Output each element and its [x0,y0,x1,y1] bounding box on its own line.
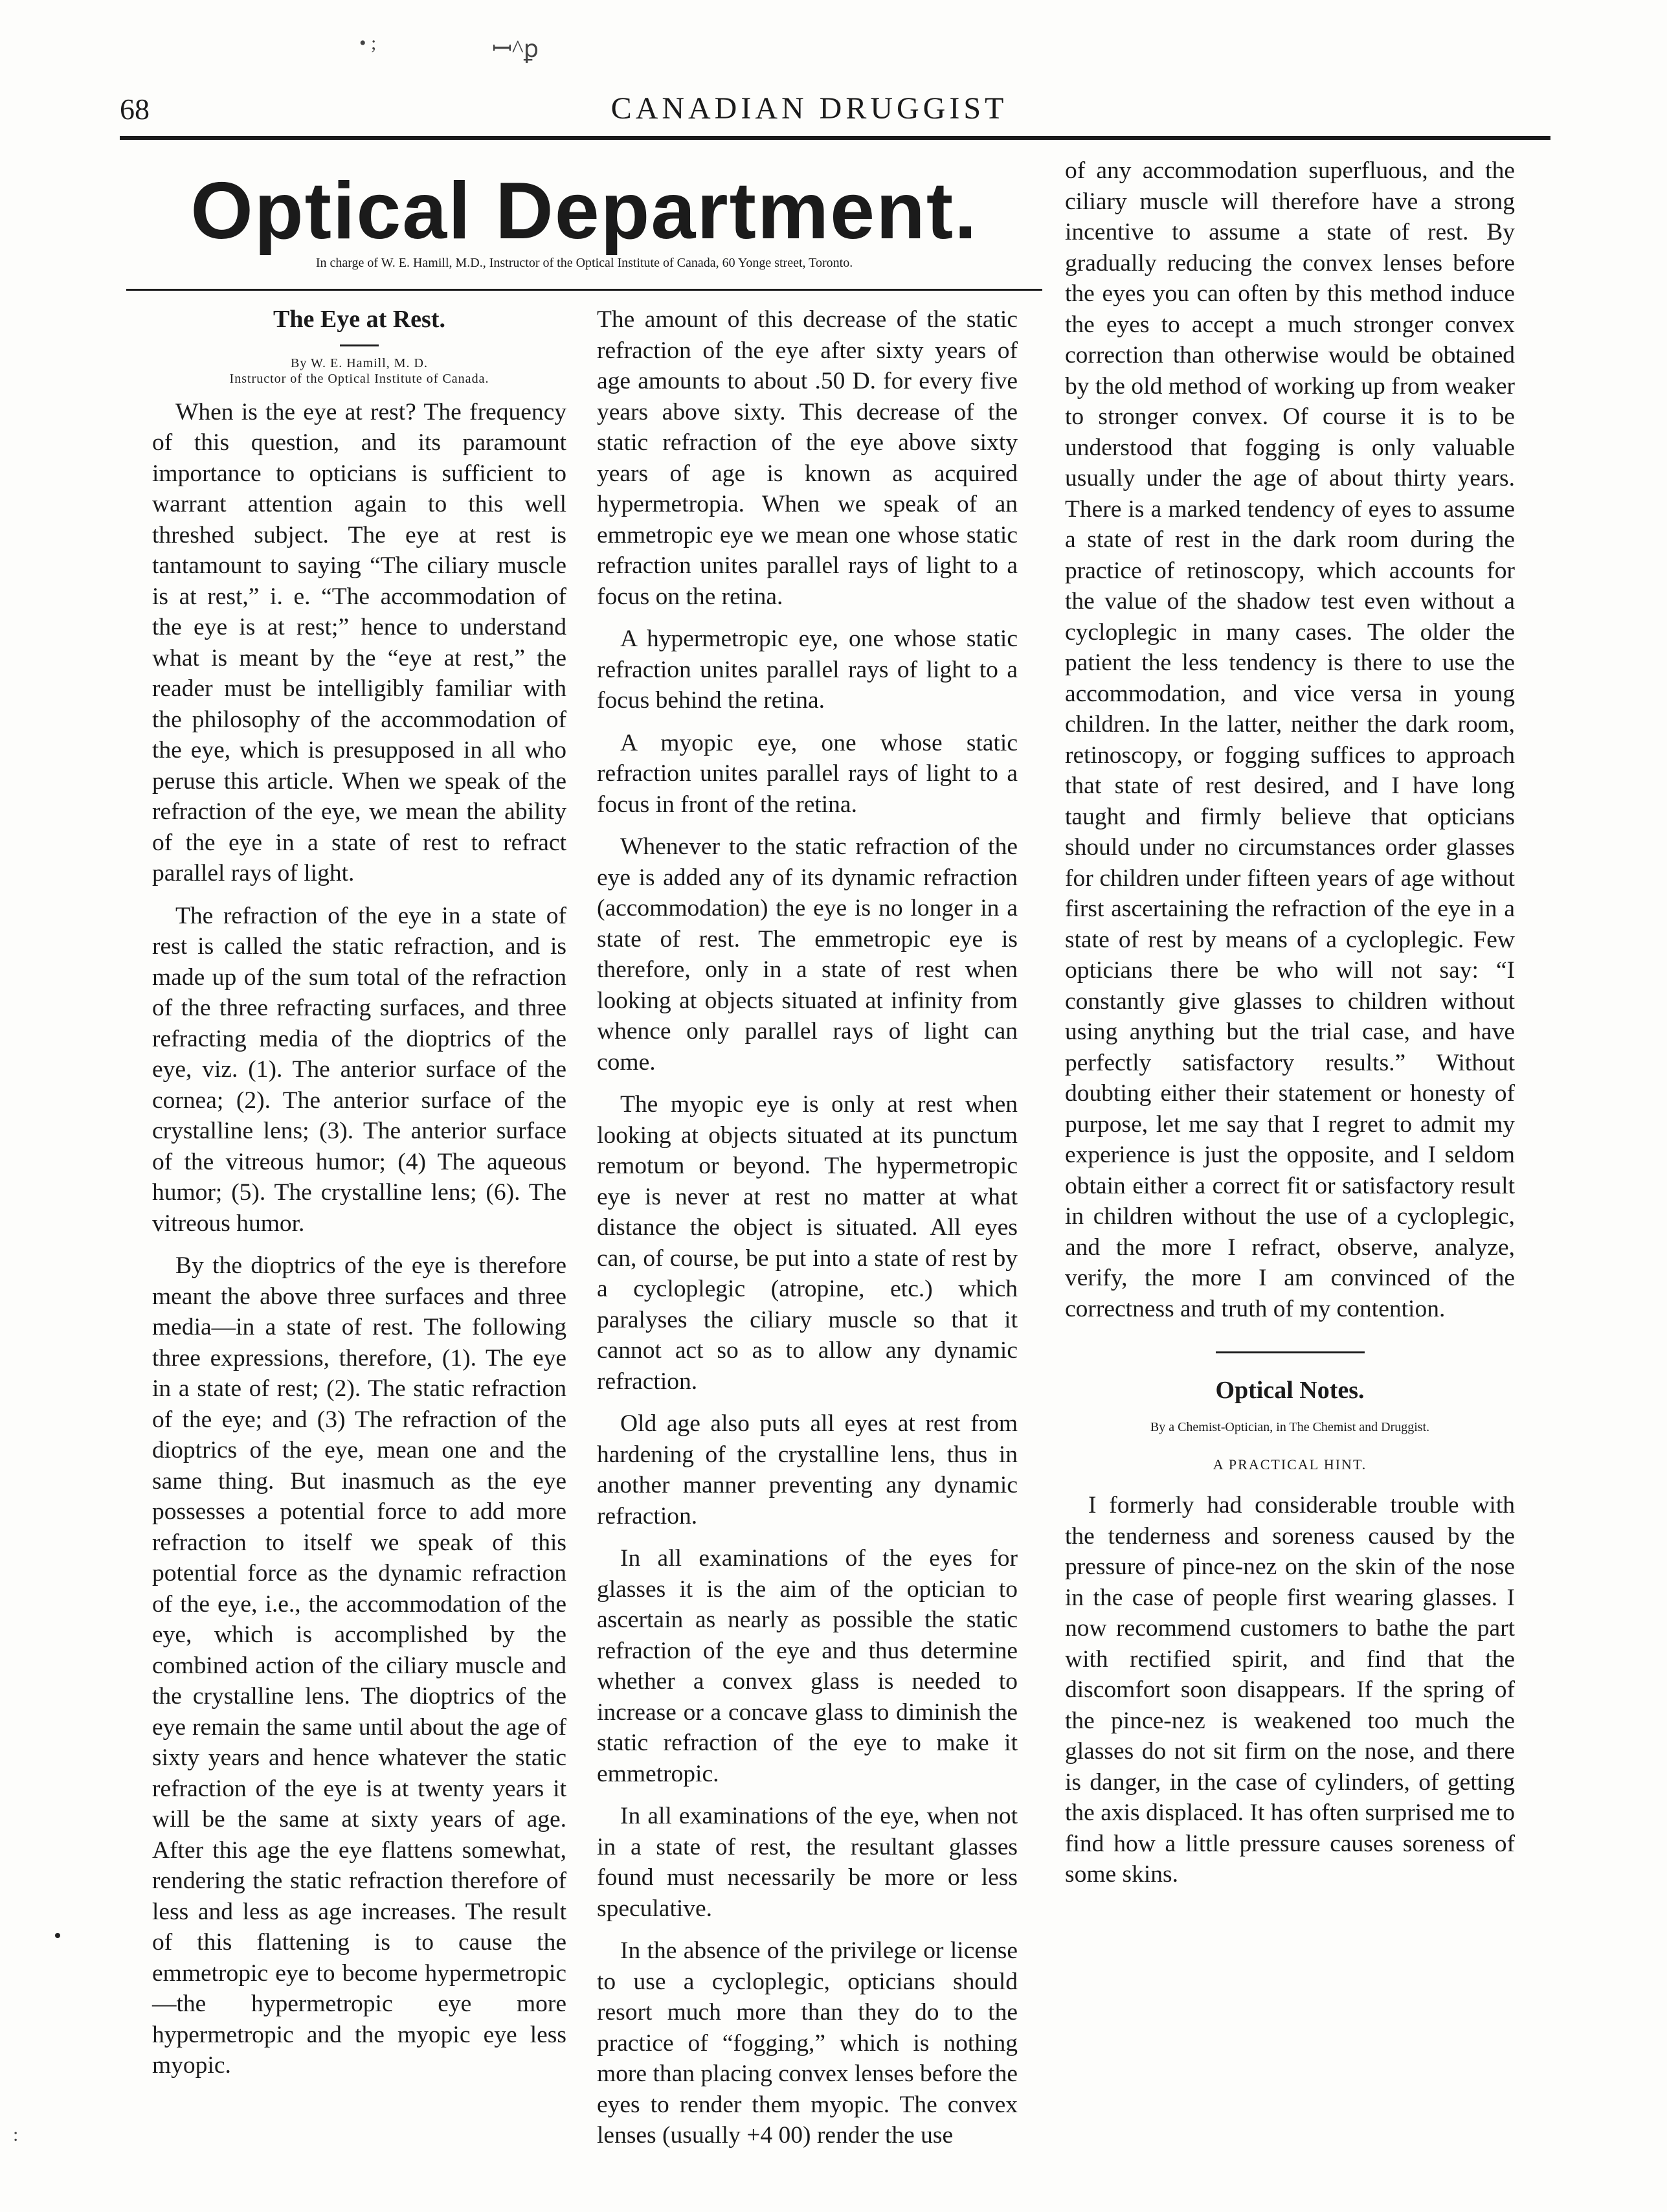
top-ornament: ꟷ^ꝑ [492,36,539,63]
section-divider [1216,1351,1365,1353]
paragraph: of any accommodation superfluous, and the ciliary muscle will therefore have a strong incentive to assume a state of rest. By gradually reducing the convex lenses before the eyes you can often by this method induce the eyes to accept a much stronger convex correction than otherwise would be obtained by the old method of working up from weaker to stronger convex. Of course it is to be understood that fogging is only valuable usually under the age of about thirty years. There is a marked tendency of eyes to assume a state of rest in the dark room during the practice of retinoscopy, which accounts for the value of the shadow test even without a cycloplegic in many cases. The older the patient the less tendency is there to use the accommodation, and vice versa in young children. In the latter, neither the dark room, retinoscopy, or fogging suffices to approach that state of rest desired, and I have long taught and firmly believe that opticians should under no circumstances order glasses for children under fifteen years of age without first ascertaining the refraction of the eye in a state of rest by means of a cycloplegic. Few opticians there be who will not say: “I constantly give glasses to children without using anything but the trial case, and have perfectly satisfactory results.” Without doubting either their statement or honesty of purpose, let me say that I regret to admit my experience is just the opposite, and I seldom obtain either a correct fit or satisfactory result in children without the use of a cycloplegic, and the more I refract, observe, analyze, verify, the more I am convinced of the correctness and truth of my contention. [1065,157,1515,1322]
title-divider [340,344,379,346]
paragraph: The myopic eye is only at rest when looking at objects situated at its punctum remotum or beyond. The hypermetropic eye is never at rest no matter at what distance the object is situated. All eyes can, of course, be put into a state of rest by a cycloplegic (atropine, etc.) which paralyses the ciliary muscle so that it cannot act so as to allow any dynamic refraction. [597,1091,1018,1395]
paragraph: In all examinations of the eyes for glasses it is the aim of the optician to ascertain as nearly as possible the static refraction of the eye and thus determine whether a convex glass is needed to increase or a concave glass to diminish the static refraction of the eye to make it emmetropic. [597,1545,1018,1787]
paragraph: When is the eye at rest? The frequency of this question, and its paramount importance to opticians is sufficient to warrant attention again to this well threshed subject. The eye at rest is tantamount to saying “The ciliary muscle is at rest,” i. e. “The accommodation of the eye is at rest;” hence to understand what is meant by the “eye at rest,” the reader must be intelligibly familiar with the philosophy of the accommodation of the eye, which is presupposed in all who peruse this article. When we speak of the refraction of the eye, we mean the ability of the eye in a state of rest to refract parallel rays of light. [152,398,566,886]
title-rule [126,289,1042,291]
department-subtitle: In charge of W. E. Hamill, M.D., Instructor of the Optical Institute of Canada, 60 Yonge street, Toronto. [315,256,853,270]
paragraph: Old age also puts all eyes at rest from hardening of the crystalline lens, thus in another manner preventing any dynamic refraction. [597,1410,1018,1529]
paragraph: The refraction of the eye in a state of rest is called the static refraction, and is made up of the sum total of the refraction of the three refracting surfaces, and three refracting media of the dioptrics of the eye, viz. (1). The anterior surface of the cornea; (2). The anterior surface of the crystalline lens; (3). The anterior surface of the vitreous humor; (4) The aqueous humor; (5). The crystalline lens; (6). The vitreous humor. [152,902,566,1237]
notes-title: Optical Notes. [1215,1377,1365,1404]
paragraph: I formerly had considerable trouble with the tenderness and soreness caused by the pressure of pince-nez on the skin of the nose in the case of people first wearing glasses. I now recommend customers to bathe the part with rectified spirit, and find that the discomfort soon disappears. If the spring of the pince-nez is weakened too much the glasses do not sit firm on the nose, and there is danger, in the case of cylinders, of getting the axis displaced. It has often surprised me to find how a little pressure causes soreness of some skins. [1065,1492,1515,1888]
paragraph: The amount of this decrease of the static refraction of the eye after sixty years of age amounts to about .50 D. for every five years above sixty. This decrease of the static refraction of the eye above sixty years of age is known as acquired hypermetropia. When we speak of an emmetropic eye we mean one whose static refraction unites parallel rays of light to a focus on the retina. [597,306,1018,610]
article-byline: By W. E. Hamill, M. D. [290,356,428,370]
column-2 [597,304,1018,2163]
notes-credit: By a Chemist-Optician, in The Chemist and Druggist. [1150,1419,1430,1434]
paragraph: In all examinations of the eye, when not in a state of rest, the resultant glasses found must necessarily be more or less speculative. [597,1803,1018,1922]
page-number: 68 [120,93,150,126]
bottom-mark: : [13,2124,19,2145]
column-1 [152,304,566,2093]
paragraph: A myopic eye, one whose static refraction unites parallel rays of light to a focus in front of the retina. [597,729,1018,818]
paragraph: A hypermetropic eye, one whose static refraction unites parallel rays of light to a focus behind the retina. [597,626,1018,714]
running-head: CANADIAN DRUGGIST [610,91,1008,126]
paragraph: In the absence of the privilege or license to use a cycloplegic, opticians should resort much more than they do to the practice of “fogging,” which is nothing more than placing convex lenses before the eyes to render them myopic. The convex lenses (usually +4 00) render the use [597,1937,1018,2149]
column-3 [1065,155,1515,1902]
article-byline-affiliation: Instructor of the Optical Institute of Canada. [229,371,489,386]
header-rule [120,136,1550,140]
department-title: Optical Department. [190,166,978,256]
paragraph: Whenever to the static refraction of the eye is added any of its dynamic refraction (accommodation) the eye is no longer in a state of rest. The emmetropic eye is therefore, only in a state of rest when looking at objects situated at infinity from whence only parallel rays of light can come. [597,833,1018,1076]
article-title: The Eye at Rest. [273,306,445,333]
margin-dot [55,1933,60,1938]
notes-subhead: A PRACTICAL HINT. [1213,1456,1367,1473]
paragraph: By the dioptrics of the eye is therefore meant the above three surfaces and three media—in a state of rest. The following three expressions, therefore, (1). The eye in a state of rest; (2). The static refraction of the eye; and (3) The refraction of the dioptrics of the eye, mean one and the same thing. But inasmuch as the eye possesses a potential force to add more refraction to itself we speak of this potential force as the dynamic refraction of the eye, i.e., the accommodation of the eye, which is accomplished by the combined action of the ciliary muscle and the crystalline lens. The dioptrics of the eye remain the same until about the age of sixty years and hence whatever the static refraction of the eye is at twenty years it will be the same at sixty years of age. After this age the eye flattens somewhat, rendering the static refraction therefore of less and less as age increases. The result of this flattening is to cause the emmetropic eye to become hypermetropic—the hypermetropic eye more hypermetropic and the myopic eye less myopic. [152,1252,566,2079]
top-marks: • ; [359,32,377,54]
